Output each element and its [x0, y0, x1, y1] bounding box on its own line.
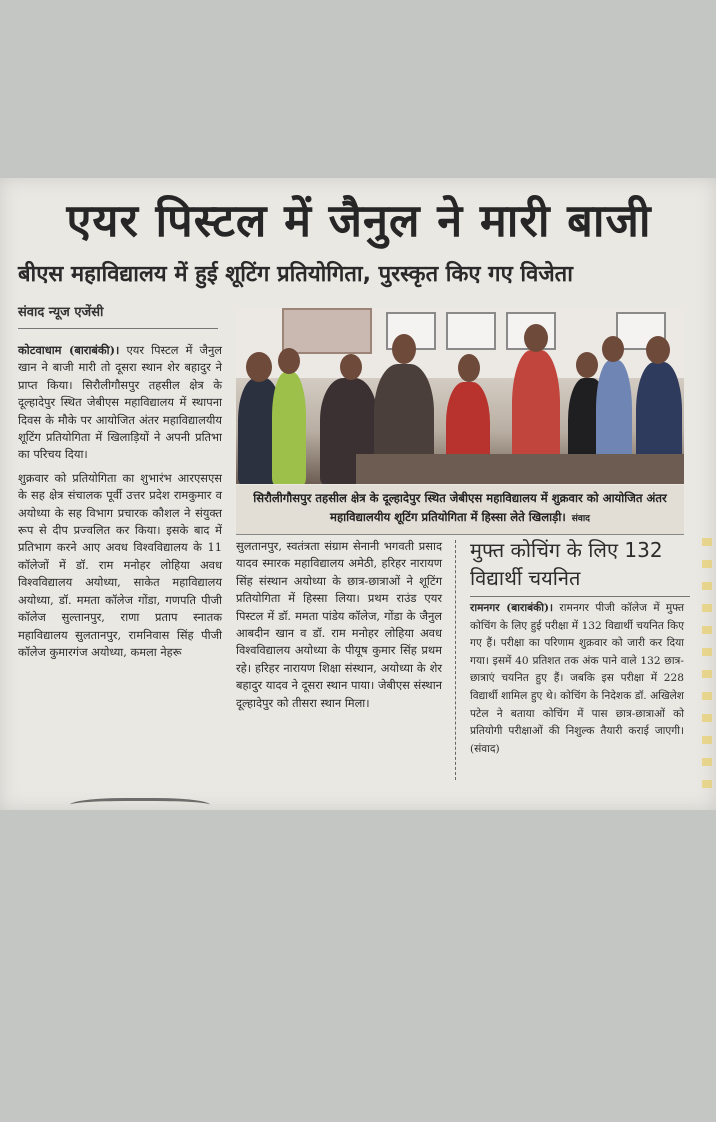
headline: एयर पिस्टल में जैनुल ने मारी बाजी — [66, 194, 652, 247]
person-head — [602, 336, 624, 362]
person-head — [246, 352, 272, 382]
article-dateline: कोटवाधाम (बाराबंकी)। — [18, 343, 120, 357]
side-story-column — [470, 600, 684, 764]
person-head — [576, 352, 598, 378]
article-paragraph-1: एयर पिस्टल में जैनुल खान ने बाजी मारी तो दूसरा स्थान शेर बहादुर ने प्राप्त किया। सिरौलीगौसपुर तहसील क्षेत्र के दूल्हादेपुर स्थित जेबीएस महाविद्यालय में स्थापना दिवस के मौके पर आयोजित अंतर महाविद्यालयीय शूटिंग प्रतियोगिता में खिलाड़ियों ने अपनी प्रतिभा का परिचय दिया। — [18, 343, 222, 462]
person-figure — [272, 372, 306, 484]
article-paragraph-2: शुक्रवार को प्रतियोगिता का शुभारंभ आरएसएस के सह क्षेत्र संचालक पूर्वी उत्तर प्रदेश रामकुमार व अयोध्या के सह विभाग प्रचारक कौशल ने संयुक्त रूप से दीप प्रज्वलित कर किया। इसके बाद में प्रतिभाग करने आए अवध विश्वविद्यालय के 11 कॉलेजों में डॉ. राम मनोहर लोहिया अवध विश्वविद्यालय अयोध्या, साकेत महाविद्यालय अयोध्या, डॉ. ममता कॉलेज गोंडा, गणपति पीजी कॉलेज सुल्तानपुर, राणा प्रताप स्नातक महाविद्यालय सुलतानपुर, रामनिवास सिंह पीजी कॉलेज कुमारगंज अयोध्या, कमला नेहरू — [18, 470, 222, 659]
photo-caption — [236, 485, 684, 535]
article-column-1 — [18, 342, 222, 667]
side-story-rule — [470, 596, 690, 597]
subheadline: बीएस महाविद्यालय में हुई शूटिंग प्रतियोगिता, पुरस्कृत किए गए विजेता — [18, 262, 573, 287]
side-story-body: रामनगर पीजी कॉलेज में मुफ्त कोचिंग के लिए हुई परीक्षा में 132 विद्यार्थी चयनित किए गए हैं। परीक्षा का परिणाम शुक्रवार को जारी कर दिया गया। इसमें 40 प्रतिशत तक अंक पाने वाले 132 छात्र-छात्राएं चयनित हुए हैं। जबकि इस परीक्षा में 228 विद्यार्थी शामिल हुए थे। कोचिंग के निदेशक डॉ. अखिलेश पटेल ने बताया कोचिंग में पास छात्र-छात्राओं को प्रतियोगी परीक्षाओं की निशुल्क तैयारी कराई जाएगी। — [470, 602, 684, 738]
photo-caption-text: सिरौलीगौसपुर तहसील क्षेत्र के दूल्हादेपुर स्थित जेबीएस महाविद्यालय में शुक्रवार को आयोजित अंतर महाविद्यालयीय शूटिंग प्रतियोगिता में हिस्सा लेते खिलाड़ी। — [253, 491, 667, 524]
byline: संवाद न्यूज एजेंसी — [18, 305, 104, 320]
person-head — [524, 324, 548, 352]
photo-credit: संवाद — [571, 514, 590, 524]
column-separator — [455, 540, 456, 780]
side-story-dateline: रामनगर (बाराबंकी)। — [470, 602, 554, 614]
cut-off-text-fragment — [70, 798, 210, 810]
person-head — [340, 354, 362, 380]
photo-table — [356, 454, 684, 484]
byline-rule — [18, 328, 218, 329]
news-photo — [236, 308, 684, 484]
person-head — [278, 348, 300, 374]
article-column-2 — [236, 538, 442, 718]
person-head — [646, 336, 670, 364]
edge-marks — [702, 538, 712, 798]
side-story-credit: (संवाद) — [470, 742, 500, 755]
person-head — [392, 334, 416, 364]
newspaper-clipping — [0, 178, 716, 810]
photo-banner — [282, 308, 372, 354]
photo-window — [446, 312, 496, 350]
side-story-headline: मुफ्त कोचिंग के लिए 132 विद्यार्थी चयनित — [470, 538, 663, 590]
article-paragraph-3: सुलतानपुर, स्वतंत्रता संग्राम सेनानी भगवती प्रसाद यादव स्मारक महाविद्यालय अमेठी, हरिहर नारायण सिंह संस्थान अयोध्या के छात्र-छात्राओं ने शूटिंग प्रतियोगिता में हिस्सा लिया। प्रथम राउंड एयर पिस्टल में डॉ. ममता पांडेय कॉलेज, गोंडा के जैनुल आबदीन खान व डॉ. राम मनोहर लोहिया अवध विश्वविद्यालय अयोध्या के पीयूष कुमार सिंह प्रथम रहे। हरिहर नारायण शिक्षा संस्थान, अयोध्या के शेर बहादुर यादव ने दूसरा स्थान पाया। जेबीएस संस्थान दूल्हादेपुर को तीसरा स्थान मिला। — [236, 539, 442, 710]
person-head — [458, 354, 480, 382]
